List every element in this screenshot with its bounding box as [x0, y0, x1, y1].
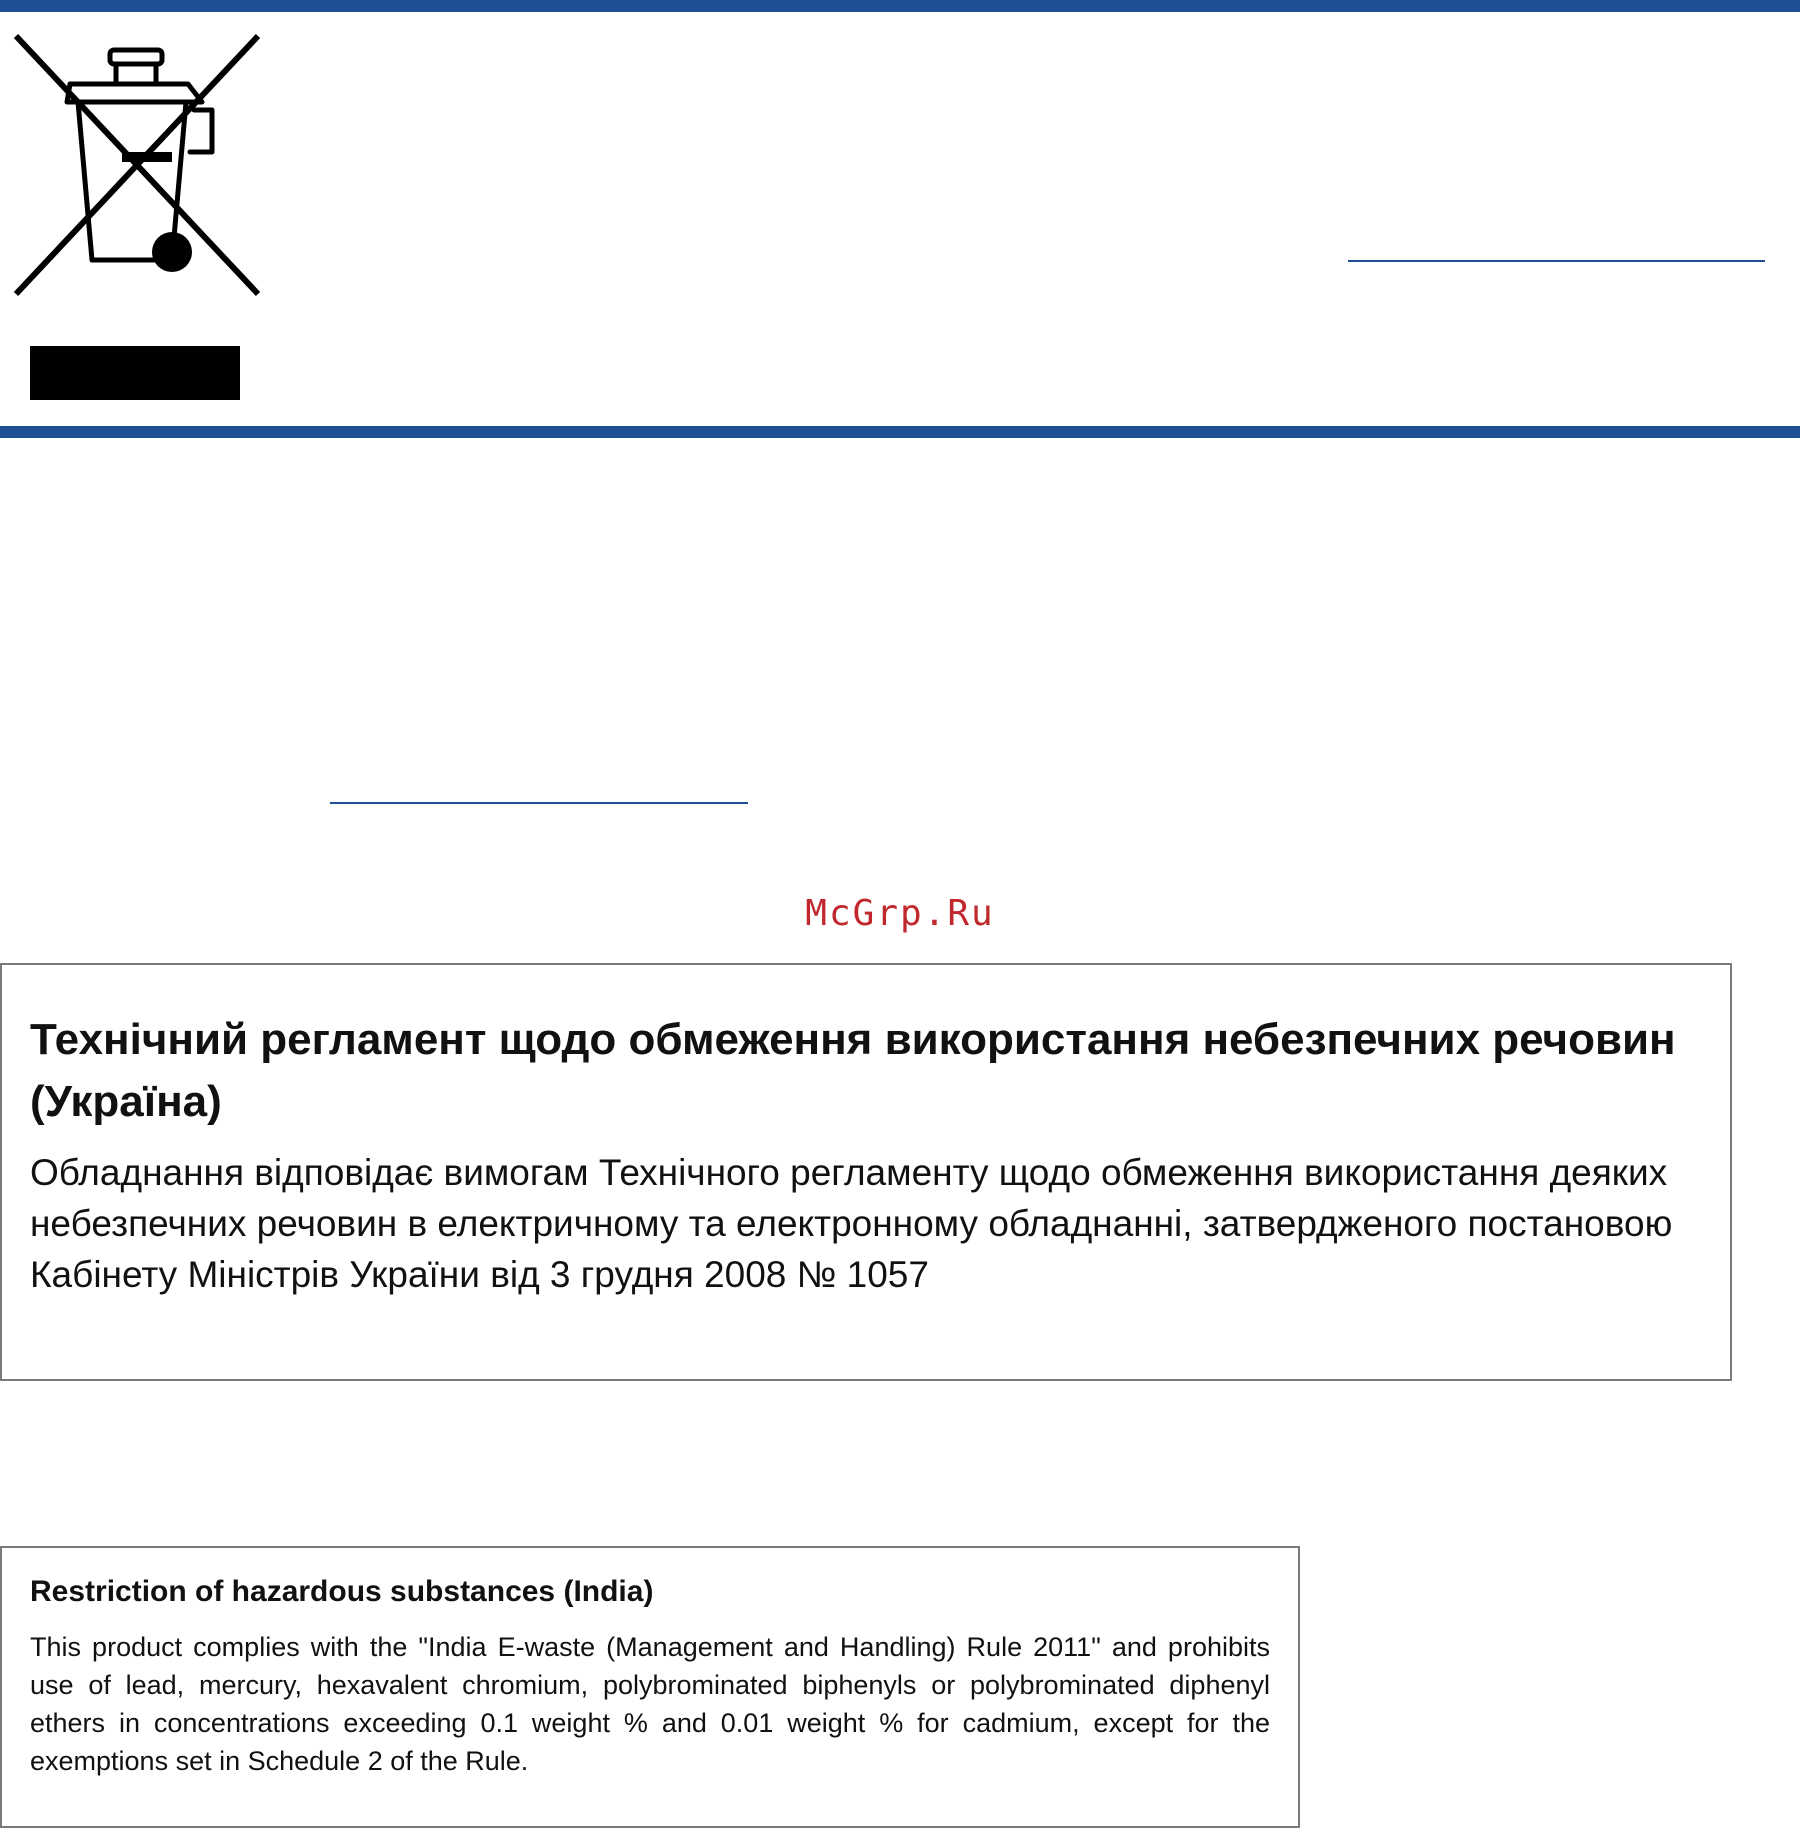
ukraine-notice-box — [0, 963, 1732, 1381]
link-underline[interactable] — [1348, 260, 1765, 262]
india-notice-box — [0, 1546, 1300, 1828]
india-body: This product complies with the "India E-waste (Management and Handling) Rule 2011" and prohibits use of lead, mercury, hexavalent chromium, polybrominated biphenyls or polybrominated diphenyl ethers in concentrations exceeding 0.1 weight % and 0.01 weight % for cadmium, except for the exemptions set in Schedule 2 of the Rule. — [30, 1632, 1270, 1776]
link-underline[interactable] — [330, 802, 748, 804]
watermark: McGrp.Ru — [805, 893, 995, 934]
black-bar — [30, 346, 240, 400]
india-title: Restriction of hazardous substances (India) — [30, 1575, 654, 1608]
crossed-out-wheelie-bin-icon — [12, 32, 262, 297]
ukraine-body: Обладнання відповідає вимогам Технічного регламенту щодо обмеження використання деяких небезпечних речовин в електричному та електронному обладнанні, затвердженого постановою Кабінету Міністрів України від 3 грудня 2008 № 1057 — [30, 1152, 1673, 1295]
section-rule — [0, 426, 1800, 438]
ukraine-title: Технічний регламент щодо обмеження використання небезпечних речовин (Україна) — [30, 1015, 1676, 1126]
top-rule — [0, 0, 1800, 12]
